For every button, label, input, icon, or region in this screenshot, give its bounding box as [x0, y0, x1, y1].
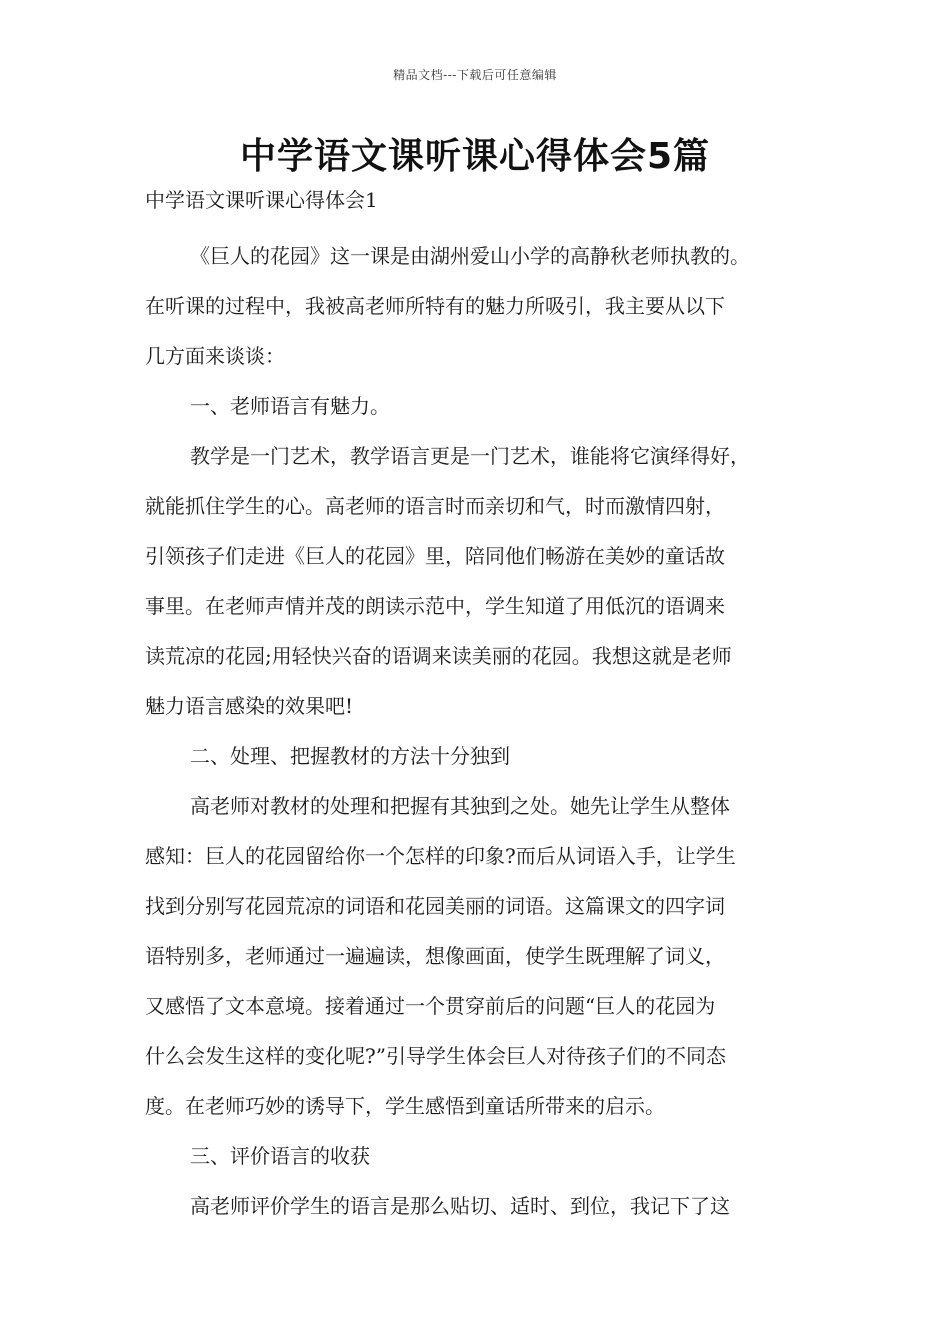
text-line: 语特别多，老师通过一遍遍读，想像画面，使学生既理解了词义， — [145, 944, 725, 968]
heading-point-three — [145, 1131, 825, 1181]
text-line: 度。在老师巧妙的诱导下，学生感悟到童话所带来的启示。 — [145, 1094, 665, 1118]
paragraph-intro — [145, 231, 825, 381]
paragraph-point-three — [145, 1181, 825, 1231]
text-line: 又感悟了文本意境。接着通过一个贯穿前后的问题“巨人的花园为 — [145, 994, 716, 1018]
section-subtitle: 中学语文课听课心得体会1 — [145, 188, 378, 212]
heading-point-two — [145, 731, 825, 781]
text-line: 在听课的过程中，我被高老师所特有的魅力所吸引，我主要从以下 — [145, 294, 725, 318]
paragraph-point-one — [145, 431, 825, 731]
paragraph-point-two — [145, 781, 825, 1131]
document-title: 中学语文课听课心得体会5篇 — [239, 136, 711, 177]
text-line: 几方面来谈谈： — [145, 344, 285, 368]
text-line: 二、处理、把握教材的方法十分独到 — [190, 744, 510, 768]
text-line: 《巨人的花园》这一课是由湖州爱山小学的高静秋老师执教的。 — [190, 244, 750, 268]
text-line: 高老师评价学生的语言是那么贴切、适时、到位，我记下了这 — [190, 1194, 730, 1218]
text-line: 三、评价语言的收获 — [190, 1144, 370, 1168]
text-line: 事里。在老师声情并茂的朗读示范中，学生知道了用低沉的语调来 — [145, 594, 725, 618]
text-line: 魅力语言感染的效果吧! — [145, 694, 354, 718]
document-body — [145, 182, 825, 1231]
text-line: 教学是一门艺术，教学语言更是一门艺术，谁能将它演绎得好， — [190, 444, 750, 468]
text-line: 什么会发生这样的变化呢?”引导学生体会巨人对待孩子们的不同态 — [145, 1044, 726, 1068]
text-line: 就能抓住学生的心。高老师的语言时而亲切和气，时而激情四射， — [145, 494, 725, 518]
text-line: 找到分别写花园荒凉的词语和花园美丽的词语。这篇课文的四字词 — [145, 894, 725, 918]
text-line: 读荒凉的花园;用轻快兴奋的语调来读美丽的花园。我想这就是老师 — [145, 644, 732, 668]
text-line: 高老师对教材的处理和把握有其独到之处。她先让学生从整体 — [190, 794, 730, 818]
text-line: 引领孩子们走进《巨人的花园》里，陪同他们畅游在美妙的童话故 — [145, 544, 725, 568]
text-line: 感知：巨人的花园留给你一个怎样的印象?而后从词语入手，让学生 — [145, 844, 736, 868]
text-line: 一、老师语言有魅力。 — [190, 394, 390, 418]
heading-point-one — [145, 381, 825, 431]
page-header: 精品文档---下载后可任意编辑 — [393, 68, 557, 82]
